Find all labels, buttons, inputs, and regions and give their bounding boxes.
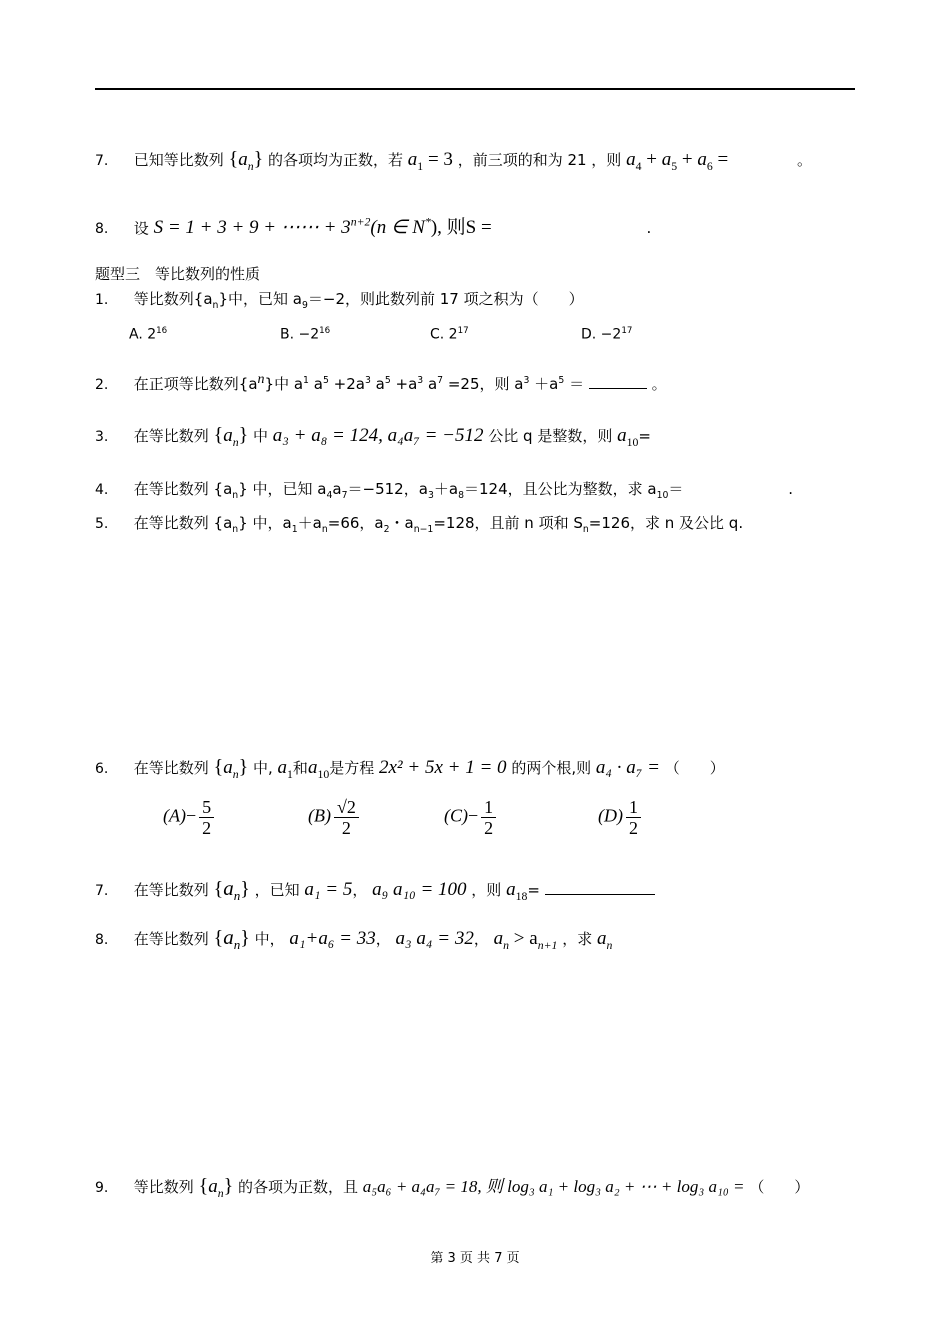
q1-option-b[interactable]: B. $-2^{16}$	[280, 326, 331, 343]
answer-blank[interactable]	[545, 880, 655, 895]
question-8-geometric-sum: 8. 设 S = 1 + 3 + 9 + ⋯⋯ + $3^{n+2}(n$ ∈ N*), 则S = .	[95, 216, 652, 239]
page-footer: 第 3 页 共 7 页	[430, 1251, 520, 1266]
question-9-log-sum: 9. 等比数列 $\{a_n\}$ 的各项为正数，且 a₅a₆ + a₄a₇ = 18, 则 log₃ a₁ + log₃ a₂ + ⋯ + log₃ a₁₀ = （ ）	[95, 1175, 810, 1200]
sequence-an: $\{a_n\}$	[228, 148, 264, 173]
header-rule	[95, 88, 855, 90]
sum-formula: S = 1 + 3 + 9 + ⋯⋯ + $3^{n+2}(n$ ∈ N*), 则S =	[153, 216, 492, 239]
q6-option-c[interactable]: (C)− $\frac{1}{2}$	[444, 797, 496, 838]
question-5-find-n-q: 5. 在等比数列 $\{a_n\}$ 中，$a_1+a_n=66$，$a_2$・$a_{n-1}=128$，且前 n 项和 $S_n=126$，求 n 及公比 q.	[95, 514, 744, 535]
quadratic-equation: 2x² + 5x + 1 = 0	[379, 757, 507, 778]
q1-option-d[interactable]: D. $-2^{17}$	[581, 326, 633, 343]
question-6-quadratic-roots: 6. 在等比数列 $\{a_n\}$ 中, $a_1$和$a_{10}$是方程 2x² + 5x + 1 = 0 的两个根,则 a₄ · a₇ = （ ）	[95, 756, 725, 781]
question-2-positive-sequence: 2. 在正项等比数列$\{a^n\}$中 $a^1$ $a^5 +2a^3$ $a^5 +a^3$ $a^7 =25$，则 $a^3 +a^5$ ＝ 。	[95, 372, 667, 393]
question-3-integer-ratio: 3. 在等比数列 $\{a_n\}$ 中 a₃ + a₈ = 124, a₄a₇ = −512 公比 q 是整数，则 $a_{10}=$	[95, 424, 651, 449]
question-1-product: 1. 等比数列$\{a_n\}$中，已知 $a_9=-2$，则此数列前 17 项之积为（ ）	[95, 290, 584, 311]
q6-option-b[interactable]: (B) $\frac{√2}{2}$	[308, 797, 359, 838]
answer-blank[interactable]	[589, 374, 647, 389]
q1-option-a[interactable]: A. $2^{16}$	[129, 326, 168, 343]
question-7-sequence-sum: 7. 已知等比数列 $\{a_n\}$ 的各项均为正数，若 $a_1 = 3$ ，前三项的和为 21 ，则 $a_4 + a_5 + a_6$ = 。	[95, 148, 812, 173]
q6-option-a[interactable]: (A)− $\frac{5}{2}$	[163, 797, 214, 838]
q3-condition: a₃ + a₈ = 124, a₄a₇ = −512	[272, 425, 484, 446]
question-7-find-a18: 7. 在等比数列 $\{a_n\}$ ，已知 a₁ = 5， a₉ a₁₀ = 100 ，则 $a_{18}=$	[95, 877, 655, 908]
q1-option-c[interactable]: C. $2^{17}$	[430, 326, 469, 343]
question-4-find-a10: 4. 在等比数列 $\{a_n\}$ 中，已知 $a_4a_7=-512$，$a_3+a_8=124$，且公比为整数，求 $a_{10}=$ .	[95, 480, 793, 501]
section-heading: 题型三 等比数列的性质	[95, 265, 261, 283]
question-8-find-an: 8. 在等比数列 $\{a_n\}$ 中， a₁+a₆ = 33， a₃ a₄ = 32， $a_n > a_{n+1}$ ，求 $a_n$	[95, 925, 613, 953]
q6-option-d[interactable]: (D) $\frac{1}{2}$	[598, 797, 641, 838]
sum-a4-a5-a6: $a_4 + a_5 + a_6$	[626, 149, 713, 173]
log-sum-formula: a₅a₆ + a₄a₇ = 18, 则 log₃ a₁ + log₃ a₂ + ⋯ + log₃ a₁₀ =	[362, 1177, 745, 1196]
